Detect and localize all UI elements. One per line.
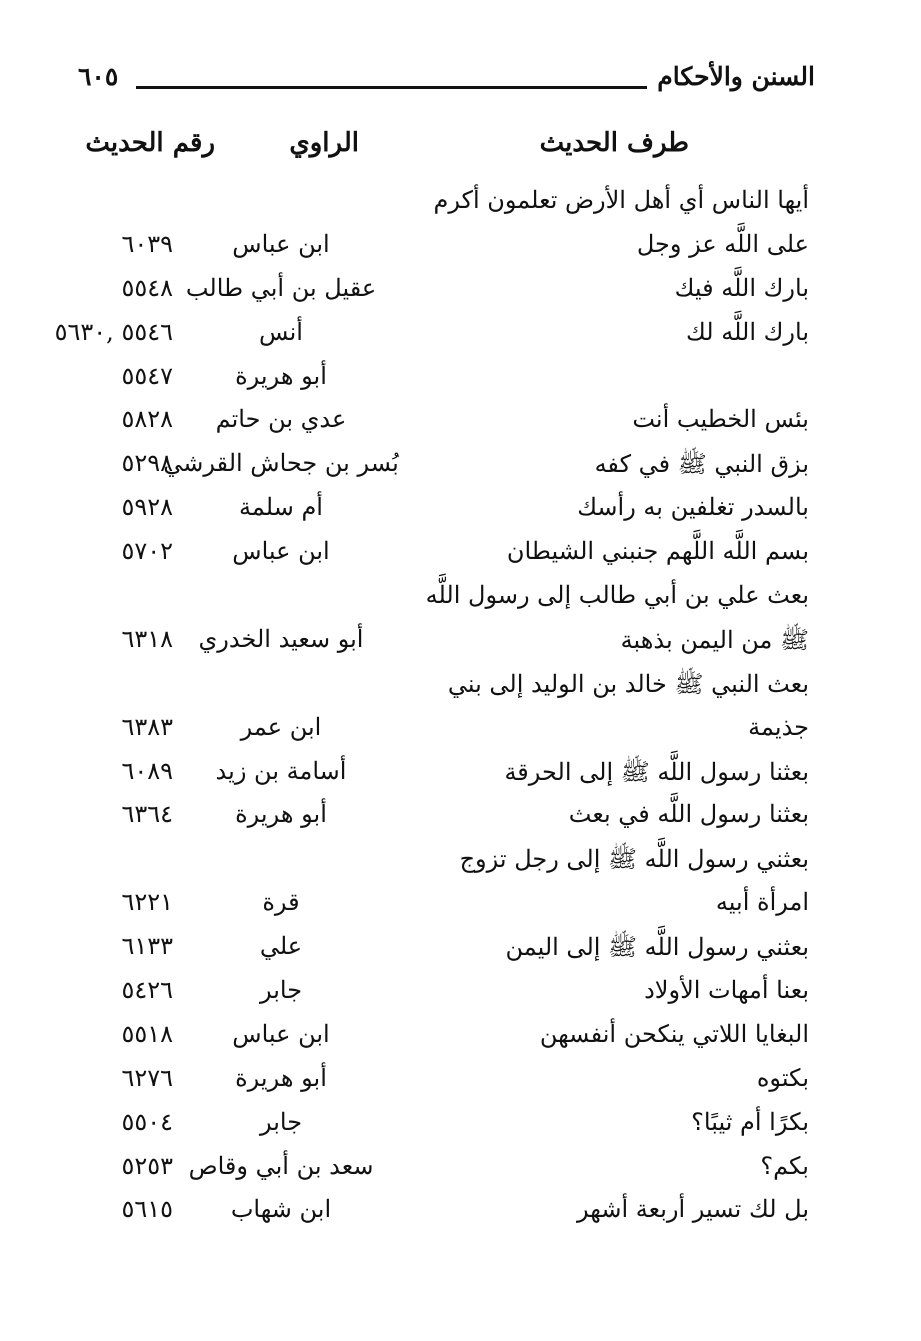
narrator-name: أبو هريرة <box>235 361 327 390</box>
hadith-number: ٥٧٠٢ <box>121 537 173 566</box>
table-row <box>0 840 921 884</box>
hadith-fragment: بعث علي بن أبي طالب إلى رسول اللَّه <box>425 581 809 610</box>
column-header-narrator: الراوي <box>289 128 359 158</box>
hadith-number: ٥٤٢٦ <box>121 976 173 1005</box>
table-row <box>0 972 921 1016</box>
table-row <box>0 1104 921 1148</box>
table-row <box>0 314 921 358</box>
hadith-number: ٥٥٤٧ <box>121 361 173 390</box>
hadith-index-table <box>0 182 921 1235</box>
table-row <box>0 884 921 928</box>
hadith-fragment: بسم اللَّه اللَّهم جنبني الشيطان <box>506 537 809 566</box>
hadith-fragment: أيها الناس أي أهل الأرض تعلمون أكرم <box>433 186 809 214</box>
hadith-number: ٦٣٦٤ <box>121 800 173 829</box>
hadith-fragment: بعثني رسول اللَّه ﷺ إلى اليمن <box>505 933 809 962</box>
narrator-name: ابن عباس <box>232 537 330 566</box>
hadith-number: ٦٣١٨ <box>121 624 173 653</box>
narrator-name: ابن عباس <box>232 1019 330 1048</box>
hadith-fragment: بعثنا رسول اللَّه ﷺ إلى الحرقة <box>504 757 809 786</box>
page-number: ٦٠٥ <box>78 62 119 91</box>
hadith-fragment: على اللَّه عز وجل <box>636 229 809 258</box>
narrator-name: بُسر بن جحاش القرشي <box>163 449 399 478</box>
table-row <box>0 489 921 533</box>
table-row <box>0 577 921 621</box>
table-row <box>0 182 921 226</box>
table-row <box>0 621 921 665</box>
table-row <box>0 226 921 270</box>
narrator-name: ابن عباس <box>232 229 330 258</box>
hadith-number: ٦٢٧٦ <box>121 1063 173 1092</box>
hadith-fragment: بعثنا رسول اللَّه في بعث <box>568 800 809 829</box>
header-rule <box>136 86 647 89</box>
table-row <box>0 445 921 489</box>
hadith-number: ٦٠٣٩ <box>121 229 173 258</box>
hadith-fragment: بئس الخطيب أنت <box>632 405 809 434</box>
table-row <box>0 928 921 972</box>
hadith-fragment: بكرًا أم ثيبًا؟ <box>691 1107 809 1136</box>
hadith-fragment: بارك اللَّه لك <box>686 317 809 346</box>
table-row <box>0 1191 921 1235</box>
hadith-fragment: بكتوه <box>756 1063 809 1092</box>
narrator-name: ابن شهاب <box>230 1195 332 1224</box>
hadith-number: ٥٨٢٨ <box>121 405 173 434</box>
hadith-fragment: بعثني رسول اللَّه ﷺ إلى رجل تزوج <box>459 845 809 874</box>
hadith-number: ٥٥٤٨ <box>121 273 173 302</box>
narrator-name: أبو هريرة <box>235 800 327 829</box>
table-row <box>0 709 921 753</box>
narrator-name: ابن عمر <box>240 712 322 741</box>
table-row <box>0 796 921 840</box>
hadith-number: ٦٢٢١ <box>121 888 173 917</box>
narrator-name: جابر <box>259 976 303 1005</box>
table-row <box>0 401 921 445</box>
table-row <box>0 533 921 577</box>
table-row <box>0 753 921 797</box>
narrator-name: عقيل بن أبي طالب <box>185 273 377 302</box>
hadith-fragment: بارك اللَّه فيك <box>674 273 809 302</box>
table-row <box>0 665 921 709</box>
table-row <box>0 1016 921 1060</box>
narrator-name: عدي بن حاتم <box>215 405 347 434</box>
hadith-fragment: بزق النبي ﷺ في كفه <box>594 450 809 479</box>
narrator-name: أم سلمة <box>239 493 323 522</box>
hadith-number: ٥٥١٨ <box>121 1019 173 1048</box>
narrator-name: أنس <box>259 317 303 346</box>
hadith-number: ٥٢٥٣ <box>121 1151 173 1180</box>
hadith-number: ٥٢٩٨ <box>121 449 173 478</box>
hadith-number: ٥٥٤٦ ,٥٦٣٠ <box>54 317 173 346</box>
narrator-name: علي <box>259 932 303 961</box>
hadith-number: ٥٥٠٤ <box>121 1107 173 1136</box>
table-row <box>0 1148 921 1192</box>
narrator-name: أبو هريرة <box>235 1063 327 1092</box>
narrator-name: أبو سعيد الخدري <box>198 624 364 653</box>
column-header-number: رقم الحديث <box>85 128 215 158</box>
hadith-fragment: بالسدر تغلفين به رأسك <box>577 493 809 522</box>
hadith-fragment: البغايا اللاتي ينكحن أنفسهن <box>539 1019 809 1048</box>
hadith-fragment: بل لك تسير أربعة أشهر <box>577 1195 809 1224</box>
hadith-number: ٥٦١٥ <box>121 1195 173 1224</box>
hadith-fragment: امرأة أبيه <box>715 888 809 917</box>
table-row <box>0 270 921 314</box>
hadith-number: ٦٠٨٩ <box>121 756 173 785</box>
narrator-name: أسامة بن زيد <box>215 756 347 785</box>
hadith-number: ٦٣٨٣ <box>121 712 173 741</box>
table-row <box>0 1060 921 1104</box>
hadith-fragment: بعث النبي ﷺ خالد بن الوليد إلى بني <box>447 669 809 698</box>
narrator-name: جابر <box>259 1107 303 1136</box>
running-header <box>78 62 815 106</box>
book-title: السنن والأحكام <box>657 62 815 91</box>
hadith-number: ٥٩٢٨ <box>121 493 173 522</box>
hadith-fragment: ﷺ من اليمن بذهبة <box>620 625 809 654</box>
narrator-name: قرة <box>262 888 300 917</box>
column-header-fragment: طرف الحديث <box>539 128 689 158</box>
hadith-fragment: جذيمة <box>748 712 809 741</box>
table-row <box>0 358 921 402</box>
hadith-fragment: بعنا أمهات الأولاد <box>644 976 809 1005</box>
hadith-fragment: بكم؟ <box>760 1151 809 1180</box>
narrator-name: سعد بن أبي وقاص <box>188 1151 374 1180</box>
hadith-number: ٦١٣٣ <box>121 932 173 961</box>
